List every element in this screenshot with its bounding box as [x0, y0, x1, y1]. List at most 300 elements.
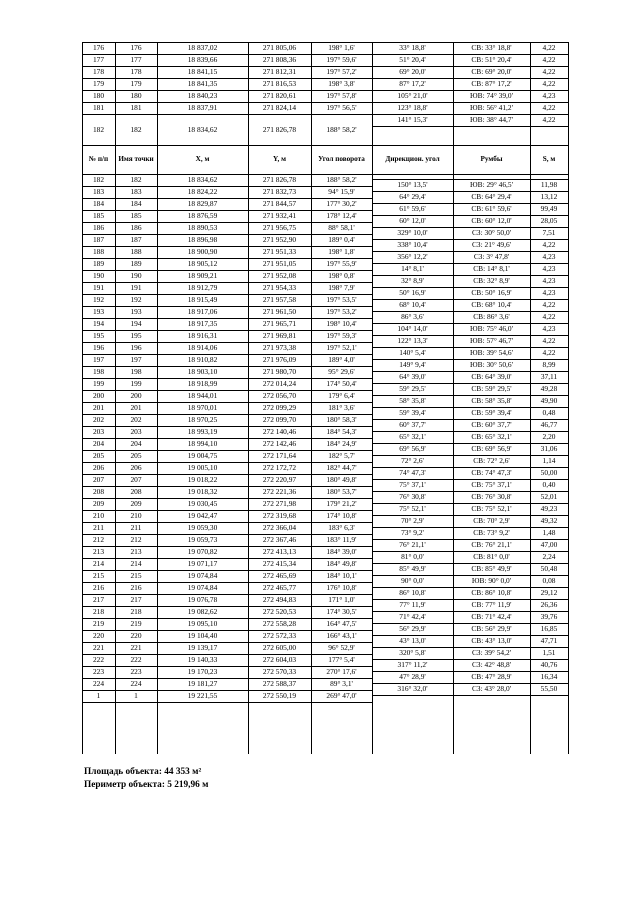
- table-cell: 40,76: [540, 660, 558, 670]
- table-cell: 81° 0,0': [401, 552, 424, 562]
- table-cell: 271 952,08: [262, 271, 297, 281]
- table-cell: 271 965,71: [262, 319, 297, 329]
- table-cell: 18 916,31: [187, 331, 218, 341]
- table-cell: 33° 18,8': [399, 43, 426, 53]
- table-cell: 181: [130, 103, 142, 113]
- table-cell: 183° 6,3': [328, 523, 355, 533]
- table-cell: 203: [130, 427, 142, 437]
- table-cell: 271 980,70: [262, 367, 297, 377]
- table-cell: 272 494,83: [262, 595, 297, 605]
- table-cell: 221: [130, 643, 142, 653]
- table-cell: 272 142,46: [262, 439, 297, 449]
- grid-line-horizontal: [372, 695, 568, 696]
- table-cell: 180° 53,7': [326, 487, 357, 497]
- table-cell: 197° 59,3': [326, 331, 357, 341]
- table-cell: 19 018,22: [187, 475, 218, 485]
- table-cell: СВ: 81° 0,0': [473, 552, 510, 562]
- table-cell: 174° 10,8': [326, 511, 357, 521]
- table-cell: 50,00: [540, 468, 558, 478]
- table-cell: 193: [92, 307, 105, 317]
- table-cell: СВ: 60° 12,0': [471, 216, 512, 226]
- table-cell: 56° 29,9': [399, 624, 426, 634]
- table-cell: СВ: 86° 10,8': [471, 588, 512, 598]
- table-cell: 190: [92, 271, 105, 281]
- table-cell: 204: [130, 439, 142, 449]
- table-cell: ЮВ: 74° 39,0': [470, 91, 513, 101]
- table-cell: 271 976,09: [262, 355, 297, 365]
- table-cell: 211: [93, 523, 104, 533]
- table-cell: 74° 47,3': [399, 468, 426, 478]
- table-cell: ЮВ: 75° 46,0': [470, 324, 513, 334]
- table-cell: 198: [92, 367, 105, 377]
- table-cell: СВ: 75° 52,1': [471, 504, 512, 514]
- column-header-dir: Дирекцион. угол: [385, 155, 440, 164]
- table-cell: СВ: 71° 42,4': [471, 612, 512, 622]
- table-cell: 177° 30,2': [326, 199, 357, 209]
- table-cell: 60° 12,0': [399, 216, 426, 226]
- table-cell: 184: [92, 199, 105, 209]
- table-cell: 272 099,70: [262, 415, 297, 425]
- table-cell: 272 367,46: [262, 535, 297, 545]
- table-cell: 123° 18,8': [397, 103, 428, 113]
- column-header-angle: Угол поворота: [318, 155, 365, 164]
- table-cell: 272 605,00: [262, 643, 297, 653]
- table-cell: 212: [92, 535, 105, 545]
- table-cell: 271 951,33: [262, 247, 297, 257]
- table-cell: СВ: 76° 21,1': [471, 540, 512, 550]
- table-cell: 216: [130, 583, 142, 593]
- table-cell: 174° 50,4': [326, 379, 357, 389]
- table-cell: 191: [92, 283, 105, 293]
- table-cell: 179: [130, 79, 142, 89]
- table-cell: СВ: 43° 13,0': [471, 636, 512, 646]
- table-cell: 189° 4,0': [328, 355, 355, 365]
- table-cell: 19 140,33: [187, 655, 218, 665]
- table-cell: 4,23: [542, 252, 556, 262]
- table-cell: 271 824,14: [262, 103, 297, 113]
- table-cell: 188° 58,2': [326, 175, 357, 185]
- table-cell: 184° 39,0': [326, 547, 357, 557]
- table-cell: 195: [130, 331, 142, 341]
- table-cell: ЮВ: 56° 41,2': [470, 103, 513, 113]
- table-cell: 18 890,53: [187, 223, 218, 233]
- table-cell: 184° 10,1': [326, 571, 357, 581]
- table-cell: СВ: 64° 39,0': [471, 372, 512, 382]
- table-cell: 26,36: [540, 600, 558, 610]
- table-cell: 205: [92, 451, 105, 461]
- table-cell: ЮВ: 38° 44,7': [470, 115, 513, 125]
- table-cell: 188° 58,2': [326, 124, 357, 134]
- table-cell: 182: [92, 124, 105, 134]
- table-cell: 176: [130, 43, 142, 53]
- table-cell: 166° 43,1': [326, 631, 357, 641]
- table-cell: 0,48: [542, 408, 556, 418]
- table-cell: 4,22: [542, 240, 556, 250]
- table-cell: 4,22: [542, 55, 556, 65]
- table-cell: 210: [92, 511, 105, 521]
- table-cell: 75° 37,1': [399, 480, 426, 490]
- table-cell: 37,11: [540, 372, 558, 382]
- table-cell: 61° 59,6': [399, 204, 426, 214]
- table-cell: 208: [130, 487, 142, 497]
- table-cell: 19 074,84: [187, 583, 218, 593]
- table-cell: 76° 30,8': [399, 492, 426, 502]
- column-header-rumb: Румбы: [480, 155, 503, 164]
- table-cell: 272 604,03: [262, 655, 297, 665]
- table-cell: 271 956,75: [262, 223, 297, 233]
- table-cell: 18 915,49: [187, 295, 218, 305]
- table-cell: 271 951,05: [262, 259, 297, 269]
- table-cell: 188: [130, 247, 142, 257]
- table-cell: 186: [92, 223, 105, 233]
- table-cell: 89° 3,1': [330, 679, 353, 689]
- table-cell: 1,51: [542, 648, 556, 658]
- table-cell: 47° 28,9': [399, 672, 426, 682]
- table-cell: 85° 49,9': [399, 564, 426, 574]
- table-cell: 177: [130, 55, 142, 65]
- table-cell: 4,22: [542, 348, 556, 358]
- table-cell: 88° 58,1': [328, 223, 355, 233]
- table-cell: 271 932,41: [262, 211, 297, 221]
- table-cell: СВ: 87° 17,2': [471, 79, 512, 89]
- table-cell: 76° 21,1': [399, 540, 426, 550]
- table-cell: 180: [130, 91, 142, 101]
- table-cell: 19 221,55: [187, 691, 218, 701]
- table-cell: 223: [92, 667, 105, 677]
- table-cell: 2,24: [542, 552, 556, 562]
- table-cell: СВ: 60° 37,7': [471, 420, 512, 430]
- table-cell: 68° 10,4': [399, 300, 426, 310]
- table-cell: 69° 20,0': [399, 67, 426, 77]
- table-cell: СВ: 77° 11,9': [471, 600, 512, 610]
- table-cell: 272 588,37: [262, 679, 297, 689]
- table-cell: 212: [130, 535, 142, 545]
- table-cell: 184° 54,3': [326, 427, 357, 437]
- table-cell: 197° 57,8': [326, 91, 357, 101]
- table-cell: 47,00: [540, 540, 558, 550]
- table-cell: СВ: 70° 2,9': [473, 516, 510, 526]
- table-cell: 18 834,62: [187, 124, 218, 134]
- table-cell: 29,12: [540, 588, 558, 598]
- table-cell: 214: [130, 559, 142, 569]
- table-cell: 213: [130, 547, 142, 557]
- table-cell: СВ: 86° 3,6': [473, 312, 510, 322]
- table-cell: 271 961,50: [262, 307, 297, 317]
- table-cell: 271 826,78: [262, 124, 297, 134]
- table-cell: СЗ: 39° 54,2': [472, 648, 511, 658]
- table-cell: 28,05: [540, 216, 558, 226]
- table-cell: 19 181,27: [187, 679, 218, 689]
- table-cell: 77° 11,9': [399, 600, 426, 610]
- table-cell: 71° 42,4': [399, 612, 426, 622]
- table-cell: 182° 44,7': [326, 463, 357, 473]
- table-cell: 272 520,53: [262, 607, 297, 617]
- table-cell: 180° 49,8': [326, 475, 357, 485]
- table-cell: 197: [92, 355, 105, 365]
- table-cell: 220: [92, 631, 105, 641]
- table-cell: 1,14: [542, 456, 556, 466]
- table-cell: 272 319,68: [262, 511, 297, 521]
- table-cell: 4,23: [542, 264, 556, 274]
- table-cell: 18 829,87: [187, 199, 218, 209]
- table-cell: 19 004,75: [187, 451, 218, 461]
- table-cell: СВ: 64° 29,4': [471, 192, 512, 202]
- table-cell: 223: [130, 667, 142, 677]
- table-cell: 197° 55,9': [326, 259, 357, 269]
- table-cell: 272 570,33: [262, 667, 297, 677]
- table-cell: 46,77: [540, 420, 558, 430]
- table-cell: 193: [130, 307, 142, 317]
- table-cell: 49,28: [540, 384, 558, 394]
- table-cell: 94° 15,9': [328, 187, 355, 197]
- table-cell: 73° 9,2': [401, 528, 424, 538]
- table-cell: 50° 16,9': [399, 288, 426, 298]
- table-cell: 14° 8,1': [401, 264, 424, 274]
- table-cell: 201: [130, 403, 142, 413]
- table-cell: 18 876,59: [187, 211, 218, 221]
- table-cell: 95° 29,6': [328, 367, 355, 377]
- table-cell: 197: [130, 355, 142, 365]
- table-cell: 224: [130, 679, 142, 689]
- table-cell: 13,12: [540, 192, 558, 202]
- table-cell: СЗ: 21° 49,6': [472, 240, 511, 250]
- table-cell: 202: [130, 415, 142, 425]
- table-cell: 86° 10,8': [399, 588, 426, 598]
- column-header-name: Имя точки: [118, 155, 154, 164]
- table-cell: 18 918,99: [187, 379, 218, 389]
- table-cell: 271 957,58: [262, 295, 297, 305]
- table-cell: 218: [130, 607, 142, 617]
- table-cell: 188: [92, 247, 105, 257]
- table-cell: ЮВ: 29° 46,5': [470, 180, 513, 190]
- table-cell: 181° 3,6': [328, 403, 355, 413]
- table-cell: 1: [96, 691, 101, 701]
- column-header-x: X, м: [195, 155, 210, 164]
- table-cell: 18 824,22: [187, 187, 218, 197]
- table-cell: 2,20: [542, 432, 556, 442]
- table-cell: 49,32: [540, 516, 558, 526]
- table-cell: 272 171,64: [262, 451, 297, 461]
- table-cell: 271 805,06: [262, 43, 297, 53]
- table-cell: 18 994,10: [187, 439, 218, 449]
- table-cell: 18 917,06: [187, 307, 218, 317]
- table-cell: 182: [130, 175, 142, 185]
- table-cell: 18 834,62: [187, 175, 218, 185]
- table-cell: 200: [92, 391, 105, 401]
- table-cell: 203: [92, 427, 105, 437]
- table-cell: 220: [130, 631, 142, 641]
- table-cell: 272 221,36: [262, 487, 297, 497]
- table-cell: СЗ: 3° 47,8': [473, 252, 510, 262]
- table-cell: 217: [92, 595, 105, 605]
- table-cell: 19 104,40: [187, 631, 218, 641]
- table-cell: 18 917,35: [187, 319, 218, 329]
- table-cell: 272 415,34: [262, 559, 297, 569]
- table-cell: 200: [130, 391, 142, 401]
- table-cell: 186: [130, 223, 142, 233]
- table-cell: 19 071,17: [187, 559, 218, 569]
- table-cell: 199: [92, 379, 105, 389]
- table-cell: 185: [130, 211, 142, 221]
- table-cell: 19 059,30: [187, 523, 218, 533]
- table-cell: СЗ: 42° 48,8': [472, 660, 511, 670]
- grid-line-horizontal: [372, 174, 568, 175]
- table-cell: 272 220,97: [262, 475, 297, 485]
- table-cell: 18 840,23: [187, 91, 218, 101]
- table-cell: 19 070,82: [187, 547, 218, 557]
- table-cell: 184° 49,8': [326, 559, 357, 569]
- table-cell: 179: [92, 79, 105, 89]
- table-cell: 0,08: [542, 576, 556, 586]
- area-summary: Площадь объекта: 44 353 м²: [84, 767, 202, 777]
- table-cell: СВ: 61° 59,6': [471, 204, 512, 214]
- table-cell: 86° 3,6': [401, 312, 424, 322]
- table-cell: СВ: 50° 16,9': [471, 288, 512, 298]
- table-cell: 4,23: [542, 91, 556, 101]
- table-cell: 356° 12,2': [397, 252, 428, 262]
- table-cell: 189° 0,4': [328, 235, 355, 245]
- table-cell: 4,23: [542, 276, 556, 286]
- table-cell: 178: [130, 67, 142, 77]
- table-cell: 4,23: [542, 288, 556, 298]
- table-cell: 271 952,90: [262, 235, 297, 245]
- table-cell: 18 993,19: [187, 427, 218, 437]
- table-cell: 196: [130, 343, 142, 353]
- table-cell: 198° 7,9': [328, 283, 355, 293]
- table-cell: 104° 14,0': [397, 324, 428, 334]
- table-cell: 18 909,21: [187, 271, 218, 281]
- table-cell: 199: [130, 379, 142, 389]
- table-cell: 4,22: [542, 79, 556, 89]
- table-cell: 271 826,78: [262, 175, 297, 185]
- table-cell: 149° 9,4': [399, 360, 426, 370]
- table-cell: 205: [130, 451, 142, 461]
- table-cell: 179° 6,4': [328, 391, 355, 401]
- table-cell: 271 844,57: [262, 199, 297, 209]
- table-cell: 164° 47,5': [326, 619, 357, 629]
- perimeter-summary: Периметр объекта: 5 219,96 м: [84, 780, 209, 790]
- table-cell: 1: [134, 691, 138, 701]
- table-cell: 122° 13,3': [397, 336, 428, 346]
- table-cell: 182: [130, 124, 142, 134]
- table-cell: 197° 53,5': [326, 295, 357, 305]
- table-cell: 271 969,81: [262, 331, 297, 341]
- table-cell: 216: [92, 583, 105, 593]
- table-cell: 18 912,79: [187, 283, 218, 293]
- table-cell: 7,51: [542, 228, 556, 238]
- table-cell: 51° 20,4': [399, 55, 426, 65]
- table-cell: 0,40: [542, 480, 556, 490]
- table-cell: 18 903,10: [187, 367, 218, 377]
- table-cell: 272 271,98: [262, 499, 297, 509]
- table-cell: 18 905,12: [187, 259, 218, 269]
- table-cell: 197° 53,2': [326, 307, 357, 317]
- table-cell: 195: [92, 331, 105, 341]
- table-cell: 198° 1,8': [328, 247, 355, 257]
- table-cell: 18 900,90: [187, 247, 218, 257]
- table-cell: 19 059,73: [187, 535, 218, 545]
- table-cell: 18 910,82: [187, 355, 218, 365]
- table-cell: СВ: 59° 39,4': [471, 408, 512, 418]
- table-cell: 19 030,45: [187, 499, 218, 509]
- table-cell: 270° 17,6': [326, 667, 357, 677]
- table-cell: 18 839,66: [187, 55, 218, 65]
- table-cell: 19 082,62: [187, 607, 218, 617]
- table-cell: 271 832,73: [262, 187, 297, 197]
- table-cell: 174° 30,5': [326, 607, 357, 617]
- table-cell: 4,22: [542, 336, 556, 346]
- table-cell: 194: [92, 319, 105, 329]
- table-cell: 177: [92, 55, 105, 65]
- table-cell: 271 973,38: [262, 343, 297, 353]
- table-cell: 204: [92, 439, 105, 449]
- table-cell: 64° 29,4': [399, 192, 426, 202]
- column-header-n: № п/п: [88, 155, 109, 164]
- table-cell: 198° 10,4': [326, 319, 357, 329]
- grid-line-horizontal: [372, 126, 568, 127]
- table-cell: 183° 11,9': [326, 535, 357, 545]
- table-cell: 49,23: [540, 504, 558, 514]
- table-cell: 194: [130, 319, 142, 329]
- table-cell: 271 820,61: [262, 91, 297, 101]
- table-cell: 197° 59,6': [326, 55, 357, 65]
- table-cell: 272 056,70: [262, 391, 297, 401]
- table-cell: 18 837,02: [187, 43, 218, 53]
- table-cell: 221: [92, 643, 105, 653]
- table-cell: ЮВ: 90° 0,0': [471, 576, 512, 586]
- table-cell: 219: [92, 619, 105, 629]
- table-cell: 19 018,32: [187, 487, 218, 497]
- table-cell: 338° 10,4': [397, 240, 428, 250]
- table-cell: 140° 5,4': [399, 348, 426, 358]
- table-cell: 329° 10,0': [397, 228, 428, 238]
- table-cell: 181: [92, 103, 105, 113]
- table-cell: СВ: 74° 47,3': [471, 468, 512, 478]
- table-cell: 177° 5,4': [328, 655, 355, 665]
- table-cell: 184° 24,9': [326, 439, 357, 449]
- table-cell: 70° 2,9': [401, 516, 424, 526]
- table-cell: 1,48: [542, 528, 556, 538]
- column-header-y: Y, м: [272, 155, 287, 164]
- table-cell: ЮВ: 57° 46,7': [470, 336, 513, 346]
- table-cell: ЮВ: 30° 50,6': [470, 360, 513, 370]
- table-cell: 215: [92, 571, 105, 581]
- table-cell: 32° 8,9': [401, 276, 424, 286]
- table-cell: 90° 0,0': [401, 576, 424, 586]
- table-cell: СВ: 32° 8,9': [473, 276, 510, 286]
- table-cell: 272 413,13: [262, 547, 297, 557]
- table-cell: 59° 29,5': [399, 384, 426, 394]
- grid-line-vertical: [568, 42, 569, 754]
- table-cell: 317° 11,2': [397, 660, 428, 670]
- table-cell: 105° 21,0': [397, 91, 428, 101]
- table-cell: 69° 56,9': [399, 444, 426, 454]
- table-cell: 18 914,06: [187, 343, 218, 353]
- table-cell: 18 896,98: [187, 235, 218, 245]
- grid-line-horizontal: [82, 702, 372, 703]
- table-cell: 271 812,31: [262, 67, 297, 77]
- table-cell: 16,85: [540, 624, 558, 634]
- table-cell: 219: [130, 619, 142, 629]
- table-cell: 198° 1,6': [328, 43, 355, 53]
- table-cell: СВ: 59° 29,5': [471, 384, 512, 394]
- table-cell: 189: [130, 259, 142, 269]
- table-cell: 150° 13,5': [397, 180, 428, 190]
- table-cell: 141° 15,3': [397, 115, 428, 125]
- table-cell: 209: [92, 499, 105, 509]
- table-cell: 49,90: [540, 396, 558, 406]
- table-cell: 58° 35,8': [399, 396, 426, 406]
